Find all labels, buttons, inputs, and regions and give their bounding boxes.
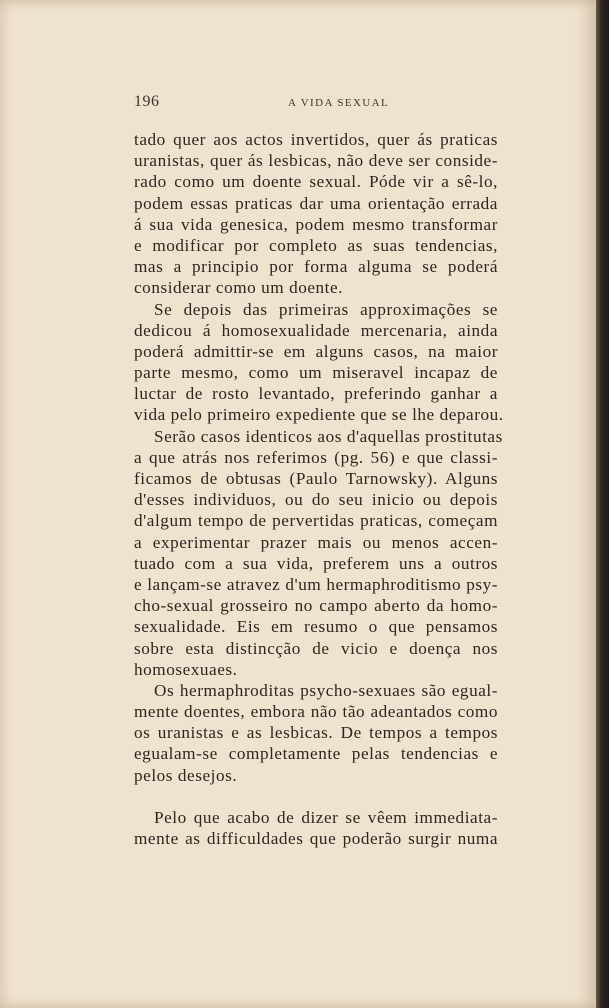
paragraph-gap	[134, 786, 498, 807]
text-line: ficamos de obtusas (Paulo Tarnowsky). Alguns	[134, 469, 498, 488]
text-line: uranistas, quer ás lesbicas, não deve ser conside-	[134, 151, 498, 171]
text-line: rado como um doente sexual. Póde vir a sê-lo,	[134, 172, 498, 192]
text-line: sexualidade. Eis em resumo o que pensamos	[134, 617, 498, 637]
text-line: tado quer aos actos invertidos, quer ás praticas	[134, 130, 498, 149]
running-title: A VIDA SEXUAL	[288, 97, 390, 109]
text-line: considerar como um doente.	[134, 278, 344, 298]
text-line: d'esses individuos, ou do seu inicio ou depois	[134, 490, 498, 510]
text-line: Se depois das primeiras approximações se	[154, 299, 498, 319]
text-line: pelos desejos.	[134, 765, 238, 785]
text-line: mente doentes, embora não tão adeantados como	[134, 702, 498, 722]
text-line: homosexuaes.	[134, 659, 238, 679]
body-text	[134, 129, 504, 849]
text-line: vida pelo primeiro expediente que se lhe deparou.	[134, 405, 504, 425]
text-line: os uranistas e as lesbicas. De tempos a tempos	[134, 723, 498, 743]
text-line: podem essas praticas dar uma orientação errada	[134, 193, 498, 213]
text-line: tuado com a sua vida, preferem uns a outros	[134, 553, 498, 573]
text-line: poderá admittir-se em alguns casos, na maior	[134, 341, 498, 361]
page-edge-shadow	[596, 0, 609, 1008]
text-line: a que atrás nos referimos (pg. 56) e que classi-	[134, 447, 498, 467]
text-line: d'algum tempo de pervertidas praticas, começam	[134, 511, 498, 531]
text-line: parte mesmo, como um miseravel incapaz de	[134, 363, 498, 383]
text-line: luctar de rosto levantado, preferindo ganhar a	[134, 384, 498, 404]
text-line: Os hermaphroditas psycho-sexuaes são egual-	[154, 680, 498, 700]
text-line: e lançam-se atravez d'um hermaphroditismo psy-	[134, 574, 498, 594]
text-line: mas a principio por forma alguma se poderá	[134, 257, 498, 277]
page-number: 196	[134, 93, 160, 110]
text-line: á sua vida genesica, podem mesmo transformar	[134, 214, 498, 234]
text-line: a experimentar prazer mais ou menos accen-	[134, 532, 498, 552]
text-line: mente as difficuldades que poderão surgir numa	[134, 829, 498, 849]
text-line: sobre esta distincção de vicio e doença nos	[134, 638, 498, 658]
text-line: dedicou á homosexualidade mercenaria, ainda	[134, 320, 498, 340]
text-line: Pelo que acabo de dizer se vêem immediata-	[154, 808, 498, 827]
text-line: Serão casos identicos aos d'aquellas prostitutas	[154, 426, 503, 446]
running-head	[134, 93, 498, 113]
text-line: egualam-se completamente pelas tendencias e	[134, 744, 498, 764]
text-line: e modificar por completo as suas tendencias,	[134, 235, 498, 255]
text-line: cho-sexual grosseiro no campo aberto da homo-	[134, 596, 498, 616]
